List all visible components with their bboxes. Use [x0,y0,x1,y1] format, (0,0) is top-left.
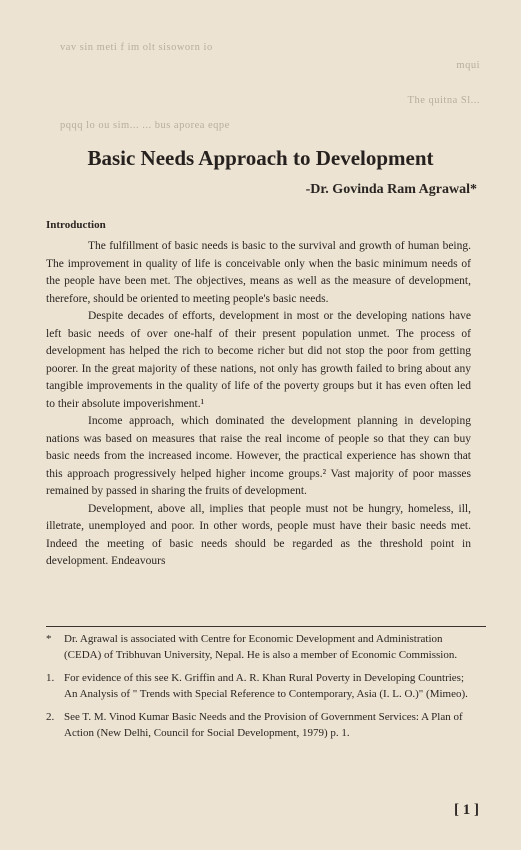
body-paragraph: Despite decades of efforts, development in most or the developing nations have left basic needs of over one-half of their present population unmet. The process of development has helped the rich to become richer but did not stop the poor from getting poorer. In the great majority of these nations, not only has growth failed to bring about any tangible improvements in the quality of life of the poverty groups but it has even often led to their absolute impoverishment.¹ [46,310,471,410]
body-paragraph: The fulfillment of basic needs is basic to the survival and growth of human being. The improvement in quality of life is conceivable only when the basic minimum needs of the people have been met. The objectives, means as well as the measure of development, therefore, should be oriented to meeting people's basic needs. [46,240,471,305]
body-paragraph: Development, above all, implies that people must not be hungry, homeless, ill, illetrate, unemployed and poor. In other words, people must have their basic needs met. Indeed the meeting of basic needs should be regarded as the threshold point in development. Endeavours [46,502,471,567]
bleed-through-text: The quitna Sl... [407,95,480,106]
footnote-text: Dr. Agrawal is associated with Centre for Economic Development and Administration (CEDA) of Tribhuvan University, Nepal. He is also a member of Economic Commission. [64,633,458,661]
section-heading: Introduction [46,219,106,231]
article-body [46,238,471,571]
page-number: [ 1 ] [454,802,479,818]
footnote-marker: 1. [46,672,55,684]
footnotes [46,631,478,748]
footnote-text: For evidence of this see K. Griffin and A. R. Khan Rural Poverty in Developing Countries; An Analysis of " Trends with Special Reference to Contemporary, Asia (I. L. O.)" (Mimeo). [64,672,468,700]
footnote-item [46,670,478,702]
article-title: Basic Needs Approach to Development [87,146,434,170]
bleed-through-text: mqui [456,60,480,71]
footnote-item [46,709,478,741]
footnote-marker: * [46,633,52,645]
bleed-through-text: pqqq lo ou sim... ... bus aporea eqpe [60,120,230,131]
footnote-item [46,631,478,663]
footnote-divider [46,626,486,627]
body-paragraph: Income approach, which dominated the development planning in developing nations was based on measures that raise the real income of people so that they can buy basic needs from the increased income. However, the practical experience has shown that this approach progressively helped higher income groups.² Vast majority of poor masses remained by passed in sharing the fruits of development. [46,415,471,497]
article-author: -Dr. Govinda Ram Agrawal* [305,182,477,197]
footnote-marker: 2. [46,711,55,723]
bleed-through-text: vav sin meti f im olt sisoworn io [60,42,213,53]
footnote-text: See T. M. Vinod Kumar Basic Needs and the Provision of Government Services: A Plan of Action (New Delhi, Council for Social Development, 1979) p. 1. [64,711,463,739]
